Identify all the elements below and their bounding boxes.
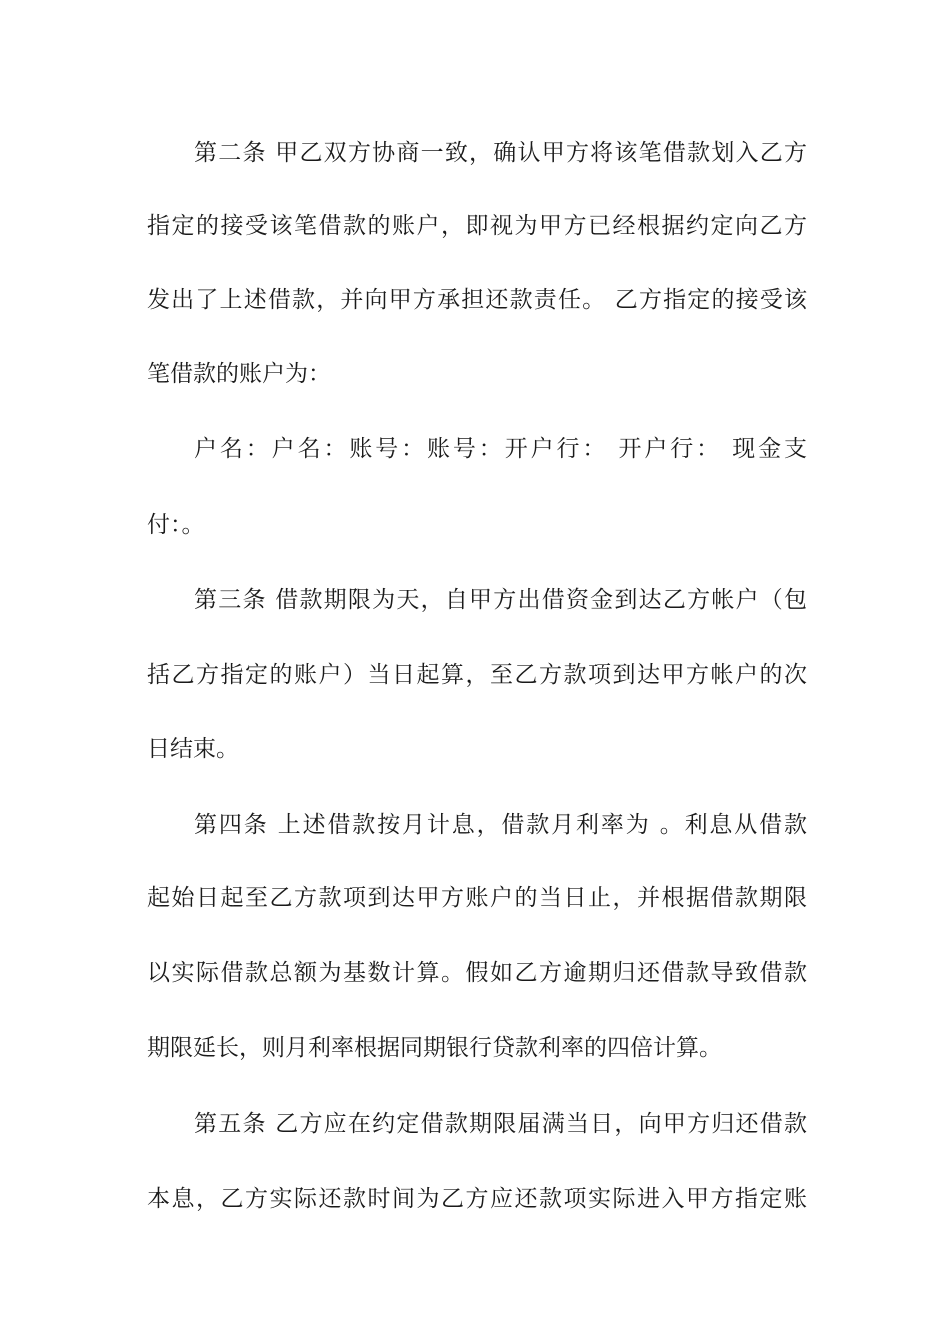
article-4-line-4: 期限延长，则月利率根据同期银行贷款利率的四倍计算。 <box>147 1035 722 1061</box>
article-2-line-3: 发出了上述借款，并向甲方承担还款责任。 乙方指定的接受该 <box>147 287 807 313</box>
article-2-line-2: 指定的接受该笔借款的账户，即视为甲方已经根据约定向乙方 <box>147 213 807 239</box>
article-2-line-1: 第二条 甲乙双方协商一致，确认甲方将该笔借款划入乙方 <box>194 140 807 166</box>
article-3-line-3: 日结束。 <box>147 736 239 762</box>
article-5-line-1: 第五条 乙方应在约定借款期限届满当日，向甲方归还借款 <box>194 1111 807 1137</box>
article-3-line-1: 第三条 借款期限为天，自甲方出借资金到达乙方帐户（包 <box>194 587 807 613</box>
account-info-line-2: 付：。 <box>147 512 205 538</box>
article-4-line-2: 起始日起至乙方款项到达甲方账户的当日止，并根据借款期限 <box>147 885 807 911</box>
account-info-line-1: 户名：户名：账号：账号：开户行： 开户行： 现金支 <box>194 436 807 462</box>
article-2-line-4: 笔借款的账户为： <box>147 361 331 387</box>
article-4-line-1: 第四条 上述借款按月计息，借款月利率为 。利息从借款 <box>194 812 807 838</box>
article-3-line-2: 括乙方指定的账户）当日起算，至乙方款项到达甲方帐户的次 <box>147 662 807 688</box>
article-4-line-3: 以实际借款总额为基数计算。假如乙方逾期归还借款导致借款 <box>147 960 807 986</box>
article-5-line-2: 本息，乙方实际还款时间为乙方应还款项实际进入甲方指定账 <box>147 1186 807 1212</box>
